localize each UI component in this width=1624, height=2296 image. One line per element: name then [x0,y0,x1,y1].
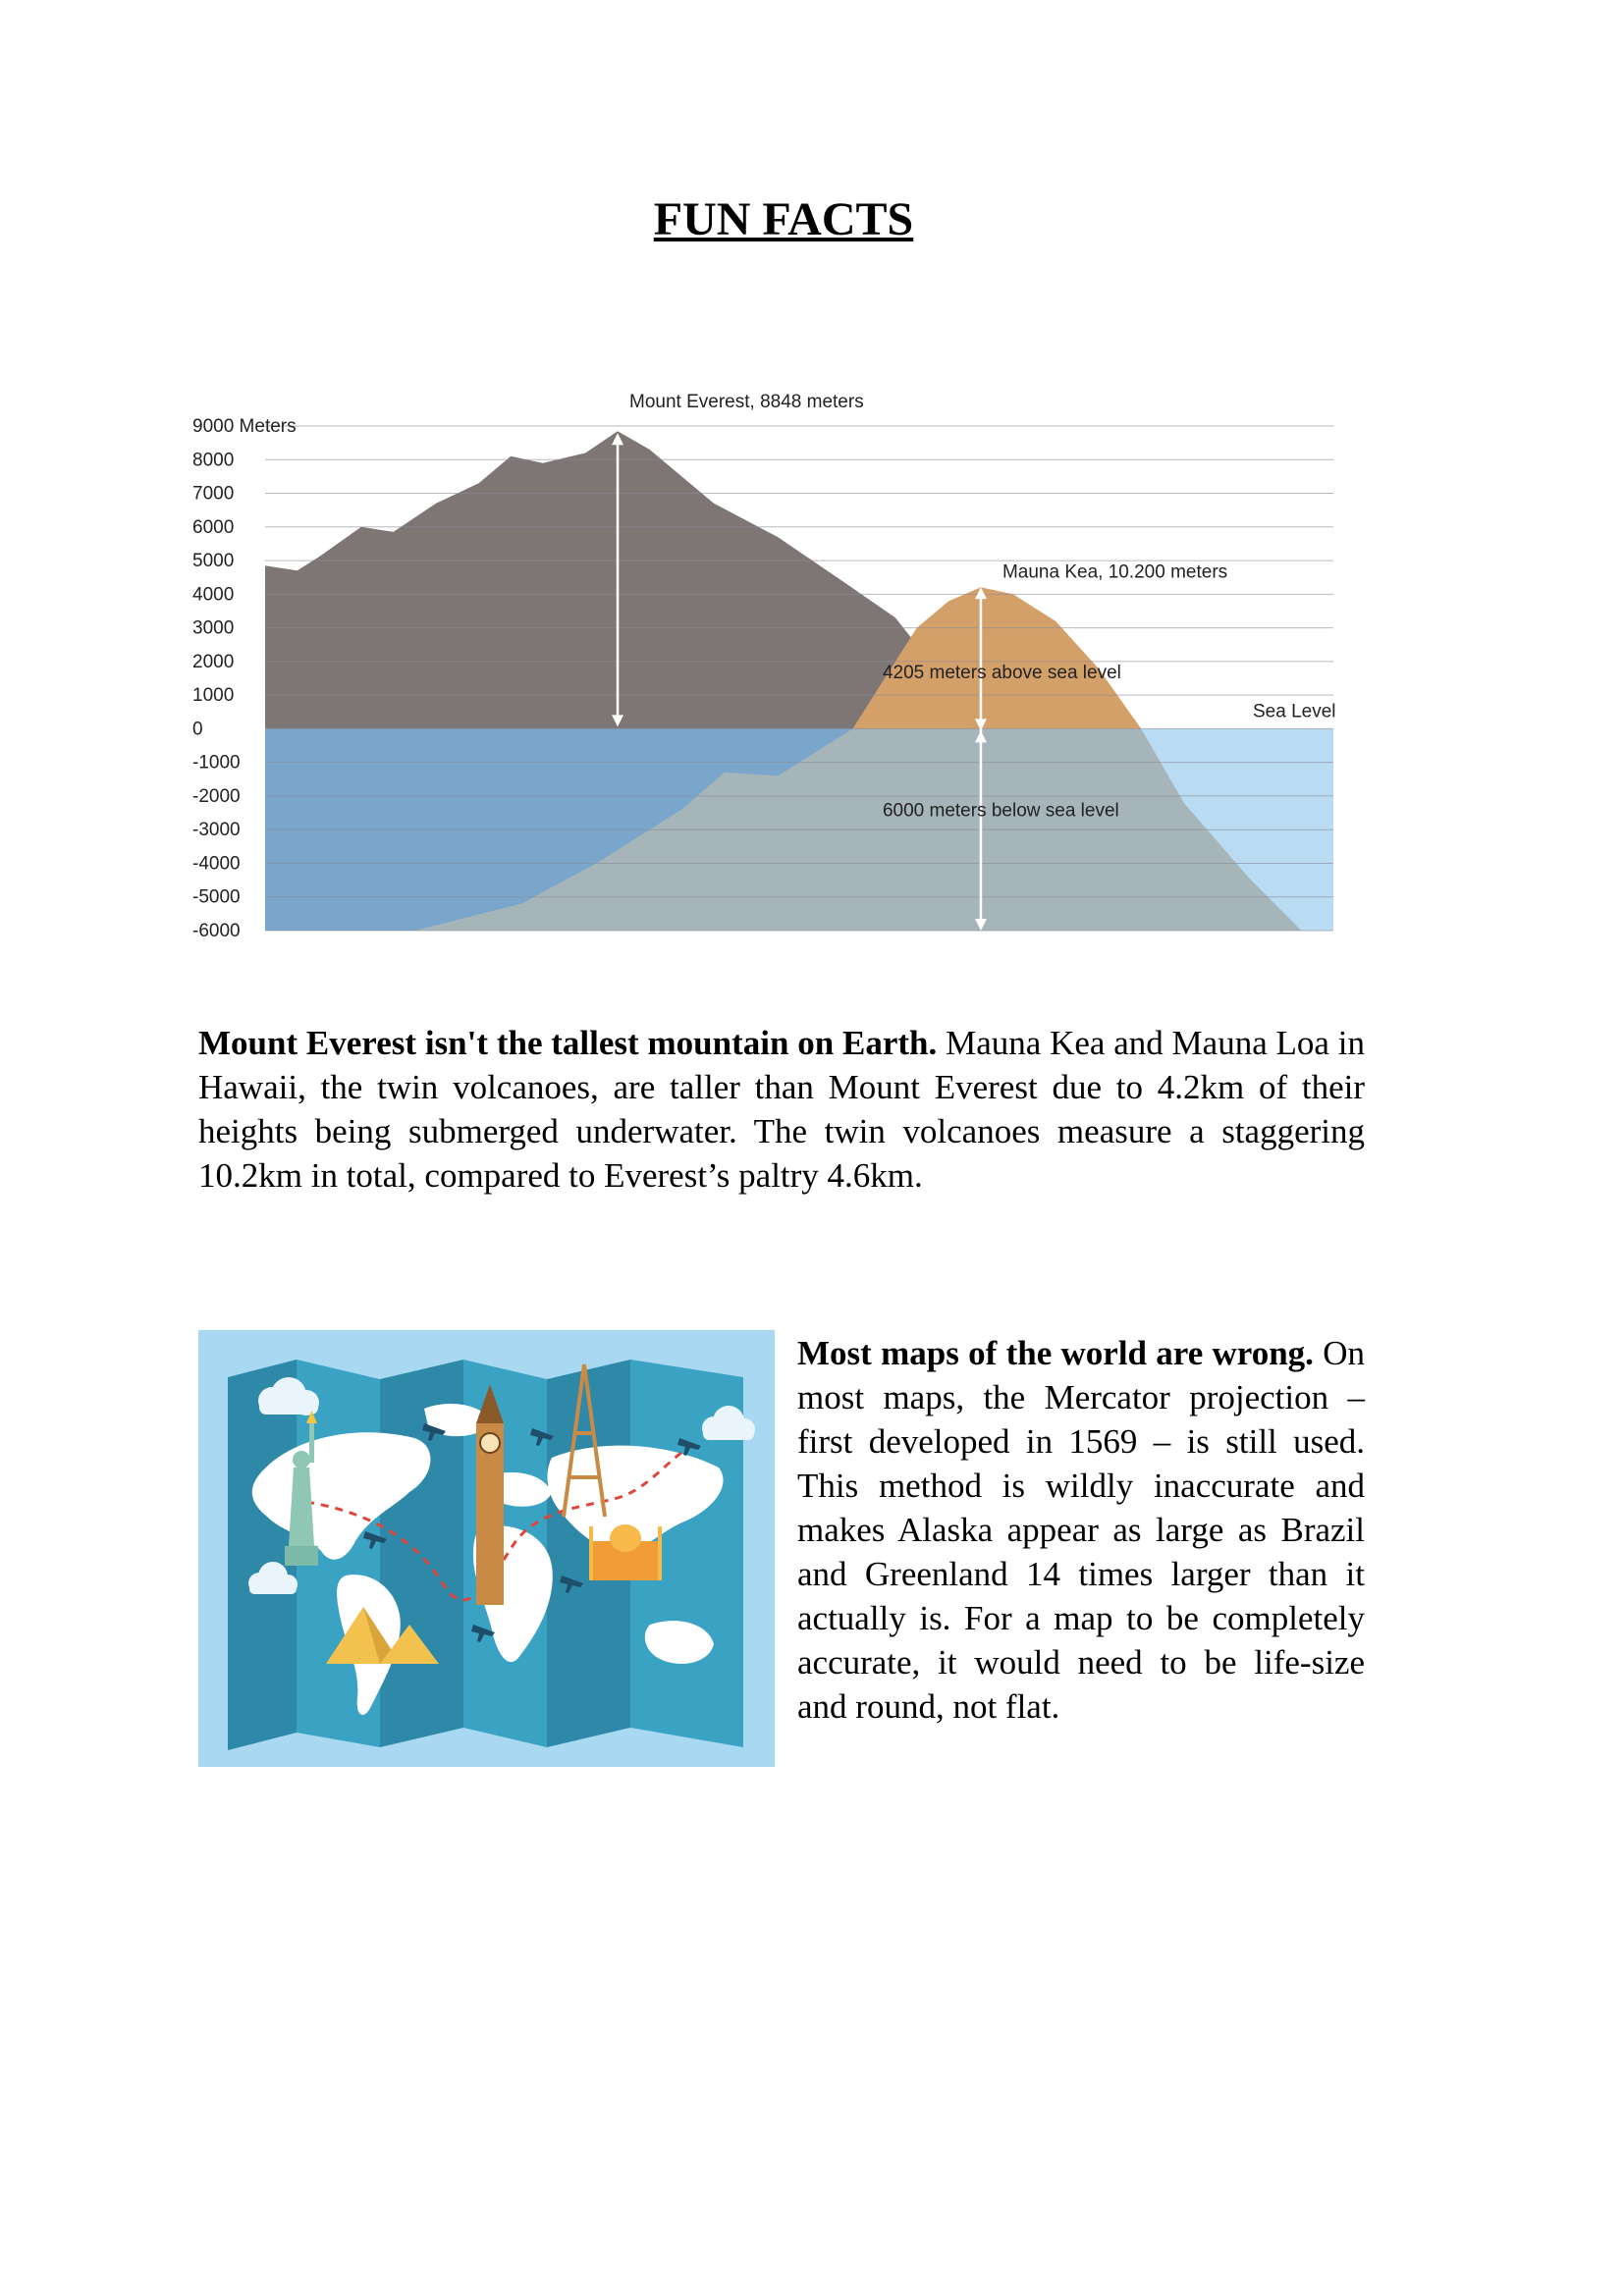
sea-level-label: Sea Level [1253,701,1336,722]
y-tick-label: -2000 [192,785,241,807]
world-map-illustration [198,1330,775,1767]
elevation-chart [192,383,1359,972]
world-map-svg [198,1330,775,1767]
fact-everest-body: Mauna Kea and Mauna Loa in Hawaii, the twin volcanoes, are taller than Mount Everest due to 4.2km of their heights being submerged underwater. The twin volcanoes measure a staggering 10.2km in total, compared to Everest’s paltry 4.6km. [198,1024,1365,1195]
y-tick-label: -6000 [192,921,241,941]
elevation-chart-svg [192,383,1359,972]
y-tick-label: -5000 [192,886,241,908]
y-tick-label: -1000 [192,752,241,774]
page-title: FUN FACTS [653,193,914,245]
y-tick-label: -3000 [192,820,241,841]
big-ben-icon [476,1384,504,1605]
y-tick-label: 1000 [192,685,235,707]
y-tick-label: 0 [192,719,203,740]
y-tick-label: 3000 [192,617,235,639]
fact-maps-lead: Most maps of the world are wrong. [797,1334,1314,1372]
y-tick-label: 8000 [192,450,235,471]
fact-everest-paragraph [198,1021,1365,1198]
everest-annotation: Mount Everest, 8848 meters [629,392,864,413]
above-sea-annotation: 4205 meters above sea level [882,663,1121,683]
y-tick-label: 2000 [192,651,235,672]
fact-maps-paragraph [797,1331,1365,1729]
y-tick-label: 6000 [192,516,235,538]
y-tick-label: 4000 [192,584,235,606]
y-tick-label: 7000 [192,483,235,505]
y-tick-label: -4000 [192,853,241,875]
fact-everest-lead: Mount Everest isn't the tallest mountain on Earth. [198,1024,938,1062]
mauna-kea-annotation: Mauna Kea, 10.200 meters [1001,561,1228,583]
below-sea-annotation: 6000 meters below sea level [882,800,1119,822]
fact-maps-body: On most maps, the Mercator projection – first developed in 1569 – is still used. This method is wildly inaccurate and makes Alaska appear as large as Brazil and Greenland 14 times larger than it actually is. For a map to be completely accurate, it would need to be life-size and round, not flat. [797,1334,1365,1726]
y-tick-label: 9000 Meters [192,416,297,437]
y-tick-label: 5000 [192,551,235,572]
